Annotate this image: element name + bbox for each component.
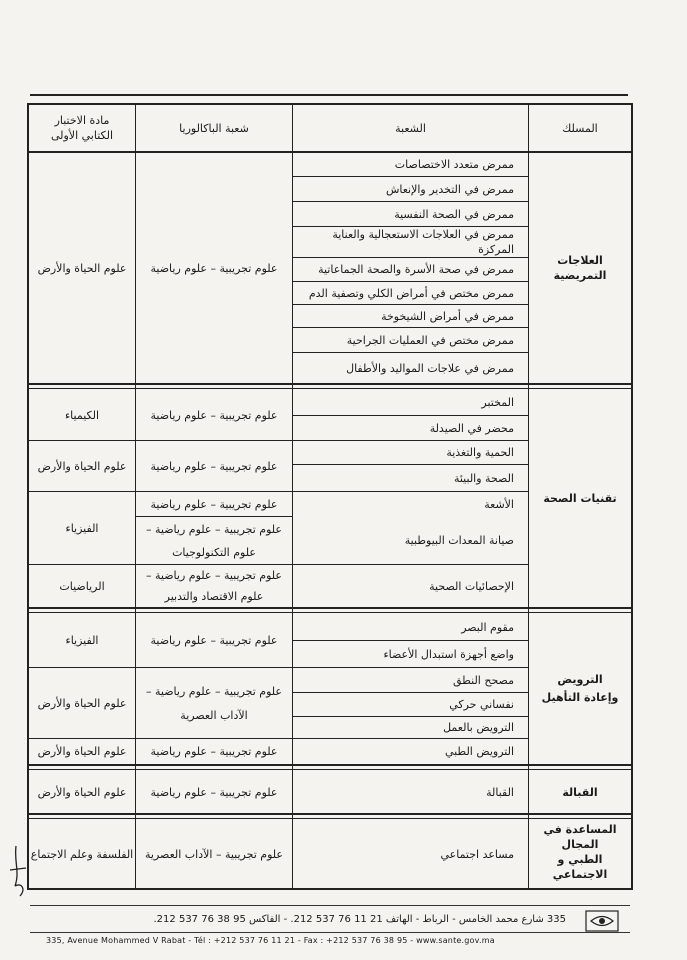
specialty-item: الأشعة	[484, 497, 514, 511]
bac-diet: علوم تجريبية – علوم رياضية	[150, 459, 278, 473]
bac-optics: علوم تجريبية – علوم رياضية	[150, 634, 278, 647]
footer-address-latin: 335, Avenue Mohammed V Rabat - Tél : +212 537 76 11 21 - Fax : +212 537 76 38 95 - www.sante.gov.ma	[46, 936, 495, 945]
specialty-item: ممرض مختص في أمراض الكلي وتصفية الدم	[308, 286, 514, 300]
footer-rule-top	[30, 905, 630, 906]
table-border-right	[631, 103, 633, 889]
specialty-item: مساعد اجتماعي	[440, 847, 514, 861]
specialty-item: الترويض الطبي	[444, 745, 514, 758]
group-divider	[27, 388, 633, 389]
group-divider	[27, 764, 633, 766]
specialty-item: ممرض في أمراض الشيخوخة	[381, 309, 514, 323]
exam-math: الرياضيات	[59, 579, 105, 593]
exam-social: الفلسفة وعلم الاجتماع	[30, 847, 134, 861]
specialty-item: الحمية والتغذية	[446, 446, 514, 459]
group-divider	[27, 612, 633, 613]
specialty-item: مصحح النطق	[452, 673, 514, 687]
specialty-item: ممرض في الصحة النفسية	[394, 207, 514, 221]
specialty-item: واضع أجهزة استبدال الأعضاء	[383, 647, 514, 661]
specialty-item: ممرض مختص في العمليات الجراحية	[346, 333, 514, 347]
track-social-line2: الطبي و الاجتماعي	[552, 853, 608, 881]
bac-biomed: علوم تجريبية – علوم رياضية –	[146, 522, 282, 536]
bac-social: علوم تجريبية – الآداب العصرية	[145, 847, 283, 861]
header-track: المسلك	[562, 121, 598, 135]
bac-speech: علوم تجريبية – علوم رياضية –	[146, 684, 282, 698]
track-nursing: العلاجات التمريضية	[553, 254, 607, 282]
specialty-item: نفساني حركي	[449, 698, 514, 711]
bac-radiology: علوم تجريبية – علوم رياضية	[150, 497, 278, 511]
footer-rule-middle	[30, 932, 630, 933]
exam-nursing: علوم الحياة والأرض	[37, 261, 127, 275]
bac-midwifery: علوم تجريبية – علوم رياضية	[150, 785, 278, 799]
signature-mark	[6, 842, 32, 900]
specialty-item: المختبر	[481, 396, 514, 409]
bac-biomed-2: علوم التكنولوجيات	[172, 546, 256, 559]
bac-stats: علوم تجريبية – علوم رياضية –	[146, 569, 282, 582]
header-bac: شعبة الباكالوريا	[179, 121, 249, 135]
exam-physio: علوم الحياة والأرض	[37, 745, 127, 758]
exam-optics: الفيزياء	[65, 634, 99, 647]
exam-midwifery: علوم الحياة والأرض	[37, 785, 127, 799]
track-social-line1: المساعدة في المجال	[543, 823, 617, 851]
specialty-item: القبالة	[486, 785, 514, 799]
specialty-item: الصحة والبيئة	[453, 471, 514, 485]
specialty-item: محضر في الصيدلة	[429, 421, 514, 435]
specialty-item: الإحصائيات الصحية	[429, 579, 514, 593]
ministry-logo-icon	[585, 910, 619, 932]
header-specialty: الشعبة	[395, 121, 426, 135]
bac-speech-2: الآداب العصرية	[180, 708, 248, 722]
table-border-bottom	[27, 888, 633, 890]
exam-speech: علوم الحياة والأرض	[37, 696, 127, 710]
specialty-item: ممرض في صحة الأسرة والصحة الجماعاتية	[318, 263, 514, 276]
specialty-item: مقوم البصر	[461, 620, 514, 634]
track-health-tech: تقنيات الصحة	[543, 492, 617, 505]
exam-lab: الكيمياء	[65, 408, 100, 422]
bac-physio: علوم تجريبية – علوم رياضية	[150, 745, 278, 758]
header-exam: مادة الاختبار الكتابي الأولى	[50, 114, 114, 142]
specialty-item: صيانة المعدات البيوطبية	[404, 534, 514, 547]
bac-stats-2: علوم الاقتصاد والتدبير	[164, 590, 264, 603]
specialty-item: ممرض في العلاجات الاستعجالية والعناية المركزة	[332, 228, 514, 256]
specialty-item: ممرض متعدد الاختصاصات	[394, 157, 514, 171]
track-rehab: الترويض وإعادة التأهيل	[541, 673, 619, 704]
specialty-item: ممرض في علاجات الموالید والأطفال	[346, 361, 514, 375]
top-rule	[30, 94, 628, 96]
specialty-item: ممرض في التخدير والإنعاش	[385, 182, 514, 196]
footer-address-arabic: 335 شارع محمد الخامس - الرباط - الهاتف 21 11 76 537 212. - الفاكس 95 38 76 537 212.	[153, 914, 566, 925]
group-divider	[27, 607, 633, 609]
group-divider	[27, 818, 633, 819]
specialty-item: الترويض بالعمل	[443, 721, 514, 734]
group-divider	[27, 813, 633, 815]
exam-diet: علوم الحياة والأرض	[37, 459, 127, 473]
group-divider	[27, 769, 633, 770]
group-divider	[27, 383, 633, 385]
exam-physics: الفيزياء	[65, 521, 99, 535]
bac-nursing: علوم تجريبية – علوم رياضية	[150, 261, 278, 275]
track-midwifery: القبالة	[562, 785, 598, 799]
bac-lab: علوم تجريبية – علوم رياضية	[150, 408, 278, 422]
